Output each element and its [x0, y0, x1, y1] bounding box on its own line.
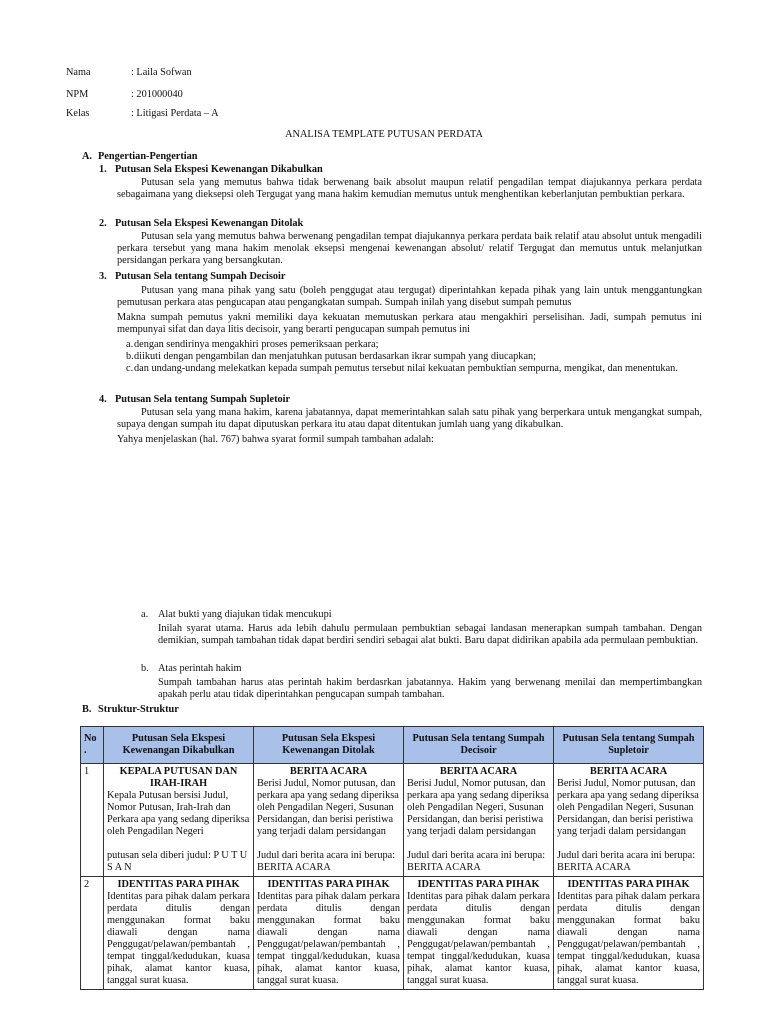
cell-text: Judul dari berita acara ini berupa:	[407, 850, 546, 861]
subsection-title: Putusan Sela tentang Sumpah Supletoir	[115, 394, 291, 405]
meta-value: : Litigasi Perdata – A	[131, 108, 219, 119]
subsection-marker: 4.	[99, 394, 107, 405]
column-header: No .	[81, 727, 104, 764]
meta-value: : Laila Sofwan	[131, 67, 192, 78]
subsection-title: Putusan Sela Ekspesi Kewenangan Dikabulkan	[115, 164, 323, 175]
cell-text: BERITA ACARA	[407, 862, 481, 873]
meta-label: Kelas	[66, 108, 90, 119]
table-cell	[404, 877, 554, 990]
section-title: Struktur-Struktur	[98, 704, 179, 715]
subsection-1-text	[117, 177, 702, 201]
section-a-heading	[82, 151, 198, 163]
cell-text: Berisi Judul, Nomor putusan, dan perkara apa yang sedang diperiksa oleh Pengadilan Negeri, Susunan Persidangan, dan berisi peristiwa yang terjadi dalam persidangan	[407, 778, 549, 837]
column-header: Putusan Sela tentang Sumpah Decisoir	[404, 727, 554, 764]
subsection-title: Putusan Sela Ekspesi Kewenangan Ditolak	[115, 218, 304, 229]
cell-text: Identitas para pihak dalam perkara perdata ditulis dengan menggunakan format baku diawali dengan nama Penggugat/pelawan/pembantah , tempat tinggal/kedudukan, kuasa pihak, alamat kantor kuasa, tanggal surat kuasa.	[407, 891, 550, 986]
list-marker: a.	[141, 609, 149, 620]
table-cell	[554, 764, 704, 877]
cell-title: BERITA ACARA	[589, 766, 668, 777]
paragraph-text: Putusan yang mana pihak yang satu (boleh penggugat atau tergugat) diperintahkan kepada pihak yang lain untuk menggantungkan pemutusan perkara atas pengucapan atau pengangkatan sumpah. Sumpah inilah yang disebut sumpah pemutus	[117, 285, 702, 308]
cell-title: KEPALA PUTUSAN DAN IRAH-IRAH	[119, 766, 238, 789]
subsection-4-text2: Yahya menjelaskan (hal. 767) bahwa syarat formil sumpah tambahan adalah:	[117, 434, 434, 445]
cell-text: Kepala Putusan bersisi Judul, Nomor Putusan, Irah-Irah dan Perkara apa yang sedang diperiksa oleh Pengadilan Negeri	[107, 790, 250, 837]
table-cell	[254, 877, 404, 990]
table-cell	[104, 764, 254, 877]
row-number: 1	[81, 764, 104, 877]
list-item-text: diikuti dengan pengambilan dan menjatuhkan putusan berdasarkan ikrar sumpah yang diucapkan;	[134, 351, 537, 362]
cell-text: Identitas para pihak dalam perkara perdata ditulis dengan menggunakan format baku diawali dengan nama Penggugat/pelawan/pembantah , tempat tinggal/kedudukan, kuasa pihak, alamat kantor kuasa, tanggal surat kuasa.	[557, 891, 700, 986]
subsection-3-heading	[99, 271, 286, 283]
subsection-4-text	[117, 407, 702, 431]
meta-value: : 201000040	[131, 89, 183, 100]
subsection-title: Putusan Sela tentang Sumpah Decisoir	[115, 271, 286, 282]
table-cell	[554, 877, 704, 990]
column-header: Putusan Sela Ekspesi Kewenangan Ditolak	[254, 727, 404, 764]
list-marker: c.	[126, 363, 134, 374]
cell-text: Identitas para pihak dalam perkara perdata ditulis dengan menggunakan format baku diawali dengan nama Penggugat/pelawan/pembantah , tempat tinggal/kedudukan, kuasa pihak, alamat kantor kuasa, tanggal surat kuasa.	[107, 891, 250, 986]
subsection-3-text2: Makna sumpah pemutus yakni memiliki daya kekuatan memutuskan perkara atau mengakhiri perselisihan. Jadi, sumpah pemutus ini mempunyai sifat dan daya litis decisoir, yang berarti pengucapan sumpah pemutus ini	[117, 312, 702, 335]
subsection-2-heading	[99, 218, 303, 230]
condition-text: Inilah syarat utama. Harus ada lebih dahulu permulaan pembuktian sebagai landasan menerapkan sumpah tambahan. Dengan demikian, sumpah tambahan tidak dapat berdiri sendiri sebagai alat bukti. Baru dapat didirikan apabila ada permulaan pembuktian.	[158, 623, 702, 646]
cell-title: BERITA ACARA	[439, 766, 518, 777]
cell-title: IDENTITAS PARA PIHAK	[117, 879, 240, 890]
paragraph-text: Putusan sela yang mana hakim, karena jabatannya, dapat memerintahkan salah satu pihak yang berperkara untuk mengangkat sumpah, supaya dengan sumpah itu dapat diputuskan perkara itu atau dapat ditentukan jumlah uang yang dikabulkan.	[117, 407, 702, 430]
cell-text: Berisi Judul, Nomor putusan, dan perkara apa yang sedang diperiksa oleh Pengadilan Negeri, Susunan Persidangan, dan berisi peristiwa yang terjadi dalam persidangan	[257, 778, 399, 837]
subsection-3-list	[117, 339, 702, 375]
list-marker: a.	[126, 339, 134, 350]
condition-heading: Atas perintah hakim	[158, 663, 242, 674]
document-title: ANALISA TEMPLATE PUTUSAN PERDATA	[285, 129, 483, 140]
section-marker: A.	[82, 151, 93, 162]
cell-text: Judul dari berita acara ini berupa:	[557, 850, 696, 861]
list-item-text: dan undang-undang melekatkan kepada sumpah pemutus tersebut nilai kekuatan pembuktian sempurna, mengikat, dan menentukan.	[134, 363, 678, 374]
list-marker: b.	[126, 351, 134, 362]
cell-title: IDENTITAS PARA PIHAK	[417, 879, 540, 890]
cell-text: Judul dari berita acara ini berupa:	[257, 850, 396, 861]
subsection-marker: 1.	[99, 164, 107, 175]
table-cell	[104, 877, 254, 990]
subsection-2-text	[117, 231, 702, 267]
table-cell	[404, 764, 554, 877]
subsection-3-text	[117, 285, 702, 309]
section-title: Pengertian-Pengertian	[98, 151, 198, 162]
meta-label: NPM	[66, 89, 89, 100]
section-b-heading	[82, 704, 179, 716]
cell-text: Identitas para pihak dalam perkara perdata ditulis dengan menggunakan format baku diawali dengan nama Penggugat/pelawan/pembantah , tempat tinggal/kedudukan, kuasa pihak, alamat kantor kuasa, tanggal surat kuasa.	[257, 891, 400, 986]
subsection-1-heading	[99, 164, 323, 176]
condition-text: Sumpah tambahan harus atas perintah hakim berdasrkan jabatannya. Hakim yang berwenang menilai dan mempertimbangkan apakah perlu atau tidak diperintahkan pengucapan sumpah tambahan.	[158, 677, 702, 700]
section-marker: B.	[82, 704, 92, 715]
table-row	[81, 877, 704, 990]
column-header: Putusan Sela tentang Sumpah Supletoir	[554, 727, 704, 764]
column-header: Putusan Sela Ekspesi Kewenangan Dikabulkan	[104, 727, 254, 764]
cell-text: putusan sela diberi judul: P U T U S A N	[107, 850, 248, 873]
cell-text: BERITA ACARA	[557, 862, 631, 873]
table-cell	[254, 764, 404, 877]
paragraph-text: Putusan sela yang memutus bahwa berwenang pengadilan tempat diajukannya perkara perdata baik relatif atau absolut untuk mengadili perkara tersebut yang mana hakim menolak eksepsi mengenai kewenangan absolut/ relatif Tergugat dan memutus untuk melanjutkan persidangan perkara yang bersangkutan.	[117, 231, 702, 266]
cell-title: IDENTITAS PARA PIHAK	[567, 879, 690, 890]
condition-heading: Alat bukti yang diajukan tidak mencukupi	[158, 609, 332, 620]
paragraph-text: Putusan sela yang memutus bahwa tidak berwenang baik absolut maupun relatif pengadilan tempat diajukannya perkara perdata sebagaimana yang dieksepsi oleh Tergugat yang mana hakim kemudian memutus untuk menghentikan keberlanjutan pembuktian perkara.	[117, 177, 702, 200]
subsection-marker: 3.	[99, 271, 107, 282]
list-item-text: dengan sendirinya mengakhiri proses pemeriksaan perkara;	[134, 339, 379, 350]
list-marker: b.	[141, 663, 149, 674]
cell-title: BERITA ACARA	[289, 766, 368, 777]
subsection-marker: 2.	[99, 218, 107, 229]
list-item	[117, 363, 702, 375]
table-header-row	[81, 727, 704, 764]
subsection-4-heading	[99, 394, 290, 406]
cell-text: BERITA ACARA	[257, 862, 331, 873]
cell-text: Berisi Judul, Nomor putusan, dan perkara apa yang sedang diperiksa oleh Pengadilan Negeri, Susunan Persidangan, dan berisi peristiwa yang terjadi dalam persidangan	[557, 778, 699, 837]
table-row	[81, 764, 704, 877]
list-item	[117, 351, 702, 363]
row-number: 2	[81, 877, 104, 990]
list-item	[117, 339, 702, 351]
structure-table	[80, 726, 704, 990]
meta-label: Nama	[66, 67, 91, 78]
cell-title: IDENTITAS PARA PIHAK	[267, 879, 390, 890]
